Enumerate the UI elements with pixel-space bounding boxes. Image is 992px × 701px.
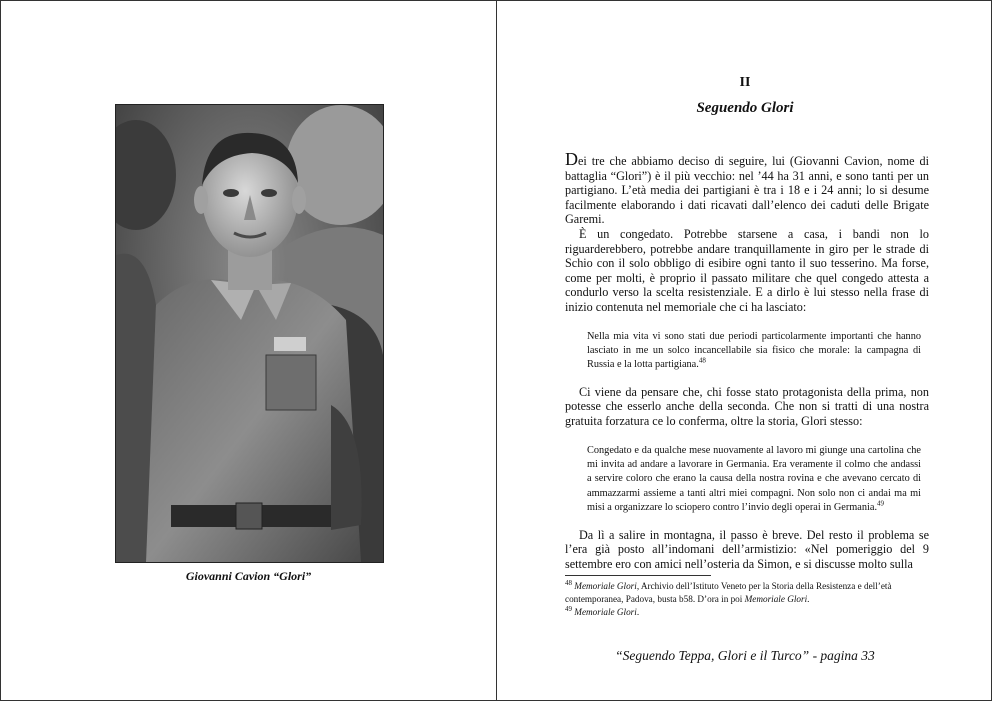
footnote-rule bbox=[565, 575, 711, 576]
footnote-ref-48[interactable]: 48 bbox=[698, 356, 706, 365]
drop-cap: D bbox=[565, 149, 578, 169]
portrait-illustration bbox=[116, 105, 383, 562]
paragraph-3: Ci viene da pensare che, chi fosse stato protagonista della prima, non potesse che esserlo anche della seconda. Che non si tratti di una nostra gratuita forzatura ce lo conferma, oltre la storia, Glori stesso: bbox=[565, 384, 929, 428]
paragraph-1: Dei tre che abbiamo deciso di seguire, lui (Giovanni Cavion, nome di battaglia “Glori”) è il più vecchio: nel ’44 ha 31 anni, e sono tanti per un partigiano. L’età media dei partigiani è tra i 18 e i 24 anni; lo si desume facilmente elaborando i dati ricavati dall’elenco dei caduti delle Brigate Garemi. bbox=[565, 149, 929, 227]
running-footer: “Seguendo Teppa, Glori e il Turco” - pagina 33 bbox=[615, 648, 875, 663]
photo-caption: Giovanni Cavion “Glori” bbox=[185, 569, 312, 583]
chapter-number: II bbox=[739, 75, 751, 90]
portrait-photo bbox=[115, 104, 384, 563]
chapter-body bbox=[565, 149, 929, 571]
block-quote-1: Nella mia vita vi sono stati due periodi particolarmente importanti che hanno lasciato in me un solco incancellabile sia fisico che morale: la campagna di Russia e la lotta partigiana.$^{48}$ bbox=[587, 330, 921, 371]
footnote-49: $^{49}$ Memoriale Glori. bbox=[565, 604, 640, 617]
paragraph-2: È un congedato. Potrebbe starsene a casa, i bandi non lo riguarderebbero, potrebbe andare tranquillamente in giro per le strade di Schio con il solo obbligo di esibire ogni tanto il suo tesserino. Ma forse, come per molti, è proprio il passato militare che quel congedo attesta a condurlo verso la scelta resistenziale. E a dirlo è lui stesso nella frase di inizio contenuta nel memoriale che ci ha lasciato: bbox=[565, 226, 929, 314]
chapter-title: Seguendo Glori bbox=[696, 100, 794, 116]
footnote-ref-49[interactable]: 49 bbox=[877, 499, 885, 508]
page-divider bbox=[496, 1, 497, 701]
footnote-48: $^{48}$ Memoriale Glori, Archivio dell’Istituto Veneto per la Storia della Resistenza e dell’età contemporanea, Padova, busta b58. D’ora in poi Memoriale Glori. bbox=[565, 578, 892, 604]
paragraph-4: Da lì a salire in montagna, il passo è breve. Del resto il problema se l’era già posto all’indomani dell’armistizio: «Nel pomeriggio del 9 settembre ero con amici nell’osteria da Simon, e si discusse molto sulla bbox=[565, 527, 929, 571]
block-quote-2: Congedato e da qualche mese nuovamente al lavoro mi giunge una cartolina che mi invita ad andare a lavorare in Germania. Era veramente il colmo che andassi a servire coloro che erano la causa della nostra rovina e che avevano cercato di ammazzarmi assieme a tanti altri miei compagni. Non solo non ci andai ma mi misi a organizzare lo sciopero contro l’invio degli operai in Germania.$^{49}$ bbox=[587, 444, 921, 514]
footnotes bbox=[565, 580, 929, 618]
